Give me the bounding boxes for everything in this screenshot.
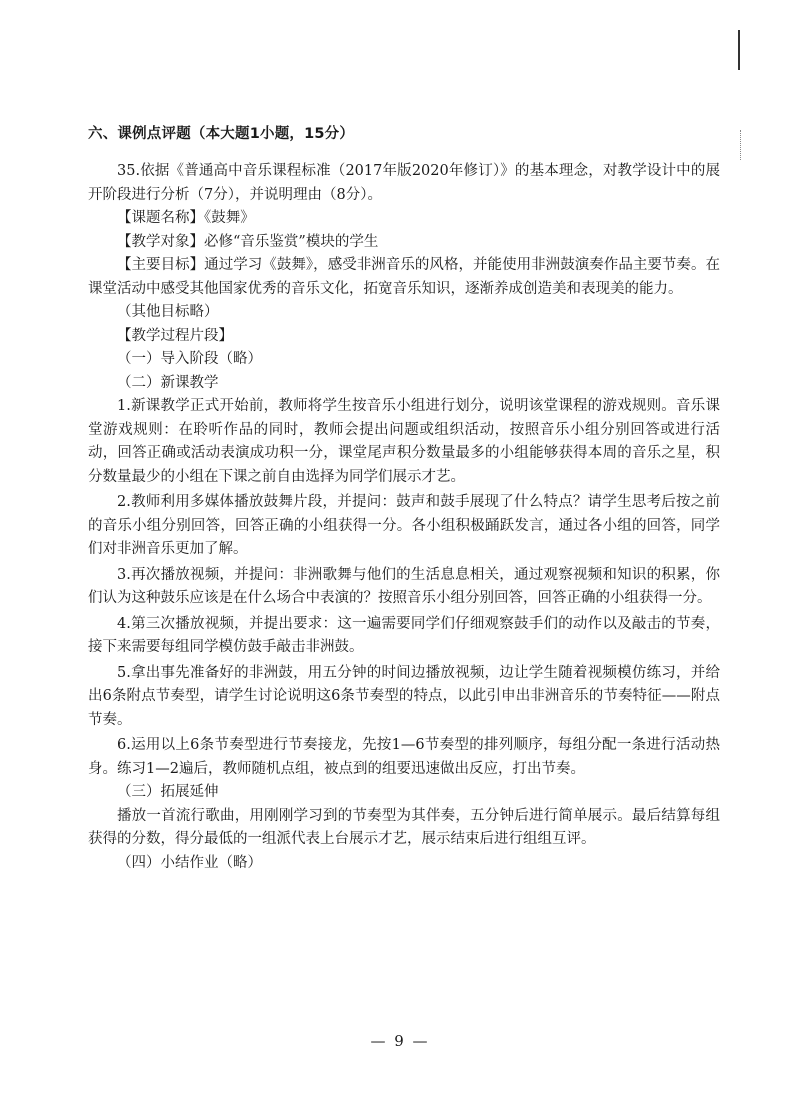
- step-1: 1.新课教学正式开始前，教师将学生按音乐小组进行划分，说明该堂课程的游戏规则。音乐课堂游戏规则：在聆听作品的同时，教师会提出问题或组织活动，按照音乐小组分别回答或进行活动，回答正确或活动表演成功积一分，课堂尾声积分数量最多的小组能够获得本周的音乐之星，积分数量最少的小组在下课之前自由选择为同学们展示才艺。: [88, 398, 720, 485]
- other-objectives: （其他目标略）: [117, 304, 219, 320]
- main-objective: 【主要目标】通过学习《鼓舞》，感受非洲音乐的风格，并能使用非洲鼓演奏作品主要节奏。在课堂活动中感受其他国家优秀的音乐文化，拓宽音乐知识，逐渐养成创造美和表现美的能力。: [88, 257, 720, 297]
- question-prompt: 35.依据《普通高中音乐课程标准（2017年版2020年修订）》的基本理念，对教学设计中的展开阶段进行分析（7分），并说明理由（8分）。: [88, 163, 720, 203]
- stage-intro: （一）导入阶段（略）: [117, 351, 262, 367]
- stage-new-lesson: （二）新课教学: [117, 374, 219, 391]
- step-4: 4.第三次播放视频，并提出要求：这一遍需要同学们仔细观察鼓手们的动作以及敲击的节奏，接下来需要每组同学模仿鼓手敲击非洲鼓。: [88, 615, 720, 655]
- page-number: — 9 —: [370, 1032, 430, 1050]
- step-2: 2.教师利用多媒体播放鼓舞片段，并提问：鼓声和鼓手展现了什么特点？请学生思考后按之前的音乐小组分别回答，回答正确的小组获得一分。各小组积极踊跃发言，通过各小组的回答，同学们对非洲音乐更加了解。: [88, 494, 720, 557]
- stage-extension-text: 播放一首流行歌曲，用刚刚学习到的节奏型为其伴奏，五分钟后进行简单展示。最后结算每组获得的分数，得分最低的一组派代表上台展示才艺，展示结束后进行组组互评。: [88, 807, 720, 847]
- section-heading: 六、课例点评题（本大题1小题，15分）: [88, 126, 355, 142]
- teaching-audience: 【教学对象】必修“音乐鉴赏”模块的学生: [117, 233, 379, 250]
- process-heading: 【教学过程片段】: [117, 327, 233, 344]
- stage-extension: （三）拓展延伸: [117, 784, 219, 800]
- step-3: 3.再次播放视频，并提问：非洲歌舞与他们的生活息息相关，通过观察视频和知识的积累，你们认为这种鼓乐应该是在什么场合中表演的？按照音乐小组分别回答，回答正确的小组获得一分。: [88, 566, 720, 606]
- step-6: 6.运用以上6条节奏型进行节奏接龙，先按1—6节奏型的排列顺序，每组分配一条进行活动热身。练习1—2遍后，教师随机点组，被点到的组要迅速做出反应，打出节奏。: [88, 737, 720, 777]
- course-name: 【课题名称】《鼓舞》: [117, 210, 255, 226]
- stage-summary: （四）小结作业（略）: [117, 854, 262, 871]
- scan-dots-mark: [740, 130, 742, 160]
- page-content: [88, 122, 720, 875]
- scan-edge-mark: [738, 30, 740, 70]
- step-5: 5.拿出事先准备好的非洲鼓，用五分钟的时间边播放视频，边让学生随着视频模仿练习，并给出6条附点节奏型，请学生讨论说明这6条节奏型的特点，以此引申出非洲音乐的节奏特征——附点节奏。: [88, 664, 720, 728]
